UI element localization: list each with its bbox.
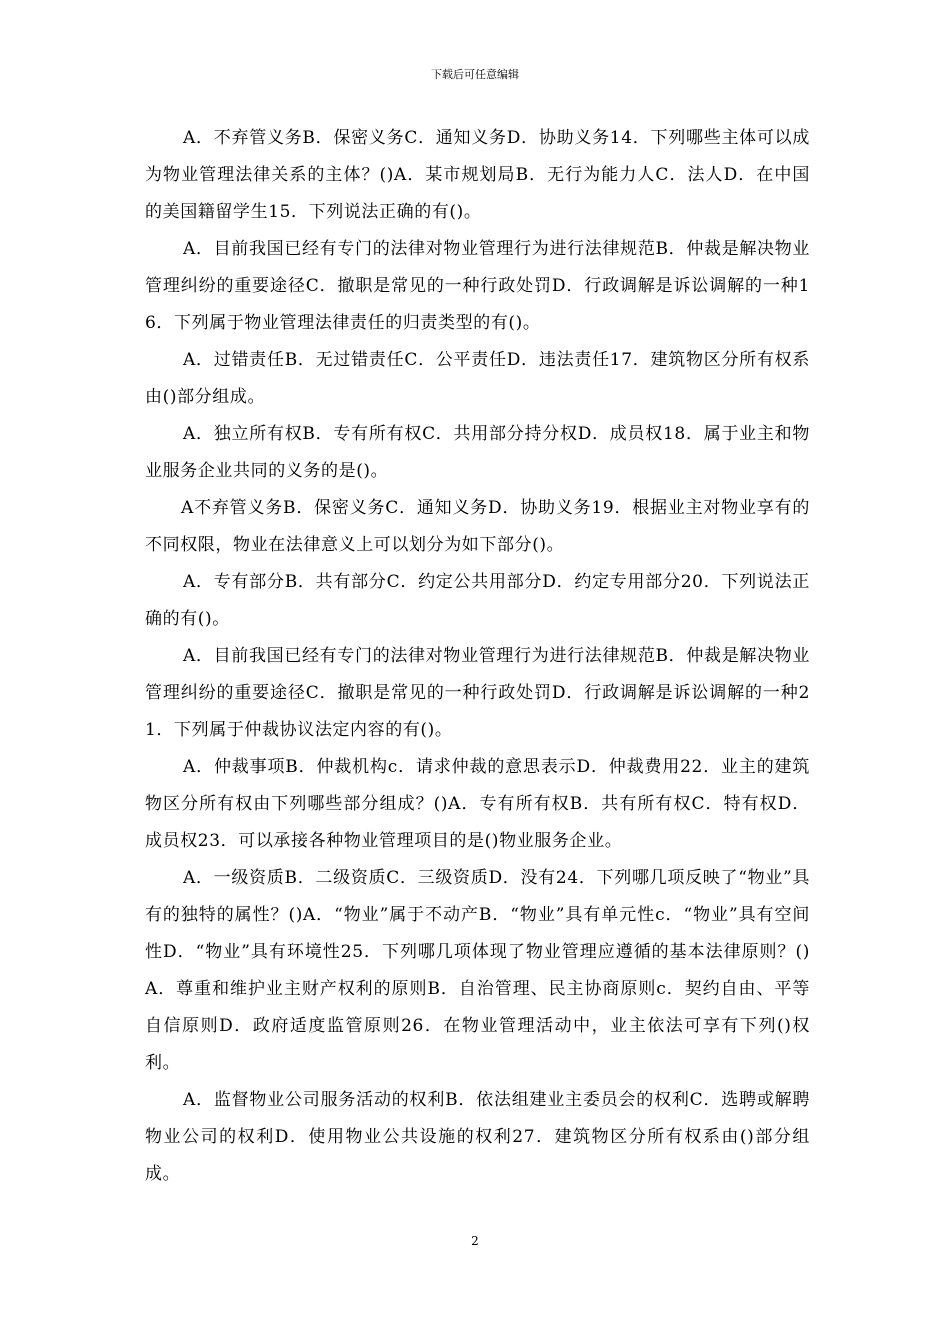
paragraph-2: A．目前我国已经有专门的法律对物业管理行为进行法律规范B．仲裁是解决物业管理纠纷的重要途径C．撤职是常见的一种行政处罚D．行政调解是诉讼调解的一种16．下列属于物业管理法律责任的归责类型的有()。: [145, 239, 810, 333]
paragraph-3: A．过错责任B．无过错责任C．公平责任D．违法责任17．建筑物区分所有权系由()部分组成。: [145, 350, 810, 407]
document-body: [145, 120, 810, 1193]
paragraph-8: A．仲裁事项B．仲裁机构c．请求仲裁的意思表示D．仲裁费用22．业主的建筑物区分所有权由下列哪些部分组成？()A．专有所有权B．共有所有权C．特有权D．成员权23．可以承接各种物业管理项目的是()物业服务企业。: [145, 757, 810, 851]
paragraph-9: A．一级资质B．二级资质C．三级资质D．没有24．下列哪几项反映了“物业”具有的独特的属性？()A．“物业”属于不动产B．“物业”具有单元性c．“物业”具有空间性D．“物业”具有环境性25．下列哪几项体现了物业管理应遵循的基本法律原则？()A．尊重和维护业主财产权利的原则B．自治管理、民主协商原则c．契约自由、平等自信原则D．政府适度监管原则26．在物业管理活动中，业主依法可享有下列()权利。: [145, 868, 810, 1073]
paragraph-4: A．独立所有权B．专有所有权C．共用部分持分权D．成员权18．属于业主和物业服务企业共同的义务的是()。: [145, 424, 810, 481]
paragraph-1: A．不弃管义务B．保密义务C．通知义务D．协助义务14．下列哪些主体可以成为物业管理法律关系的主体？()A．某市规划局B．无行为能力人C．法人D．在中国的美国籍留学生15．下列说法正确的有()。: [145, 128, 810, 222]
paragraph-6: A．专有部分B．共有部分C．约定公共用部分D．约定专用部分20．下列说法正确的有()。: [145, 572, 810, 629]
page-number: 2: [471, 1234, 479, 1248]
paragraph-7: A．目前我国已经有专门的法律对物业管理行为进行法律规范B．仲裁是解决物业管理纠纷的重要途径C．撤职是常见的一种行政处罚D．行政调解是诉讼调解的一种21．下列属于仲裁协议法定内容的有()。: [145, 646, 810, 740]
paragraph-10: A．监督物业公司服务活动的权利B．依法组建业主委员会的权利C．选聘或解聘物业公司的权利D．使用物业公共设施的权利27．建筑物区分所有权系由()部分组成。: [145, 1090, 810, 1184]
paragraph-5: A不弃管义务B．保密义务C．通知义务D．协助义务19．根据业主对物业享有的不同权限，物业在法律意义上可以划分为如下部分()。: [145, 498, 810, 555]
page-header: 下载后可任意编辑: [431, 68, 519, 81]
